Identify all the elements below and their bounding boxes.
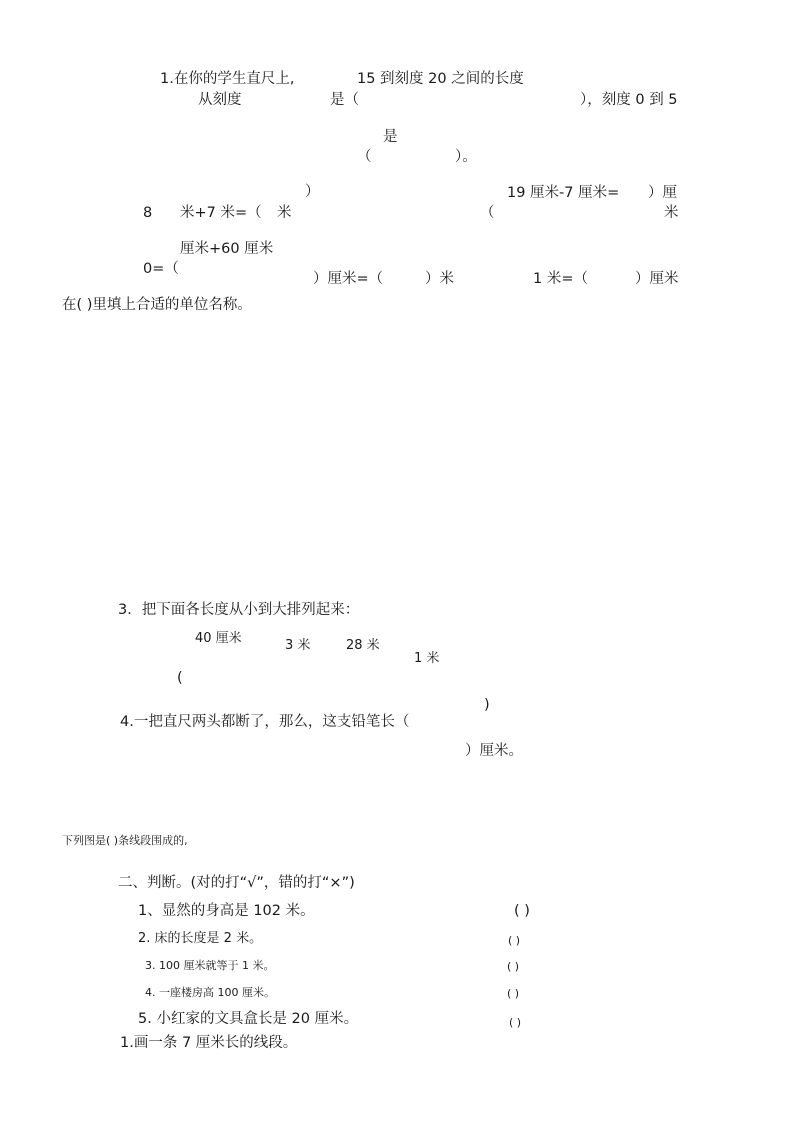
fill-num-8: 8 bbox=[143, 205, 153, 221]
judge-paren-5: ( ) bbox=[509, 1016, 522, 1029]
judge-item-2: 2. 床的长度是 2 米。 bbox=[138, 931, 263, 946]
fill-eq-19: 19 厘米-7 厘米= bbox=[507, 185, 620, 201]
fill-paren-close: ） bbox=[305, 184, 320, 200]
q3-item-3m: 3 米 bbox=[285, 638, 311, 653]
q1-line1-mid: 15 到刻度 20 之间的长度 bbox=[357, 71, 524, 87]
instruction-text: 在( )里填上合适的单位名称。 bbox=[62, 297, 252, 313]
judge-item-4: 4. 一座楼房高 100 厘米。 bbox=[145, 986, 275, 999]
q1-paren-open: （ bbox=[357, 149, 372, 165]
draw-instruction: 1.画一条 7 厘米长的线段。 bbox=[120, 1035, 298, 1051]
q1-line2-mid: 是（ bbox=[330, 92, 359, 108]
judge-item-5: 5. 小红家的文具盒长是 20 厘米。 bbox=[138, 1011, 359, 1027]
q1-paren-close: ）。 bbox=[455, 149, 477, 165]
judge-paren-1: ( ) bbox=[514, 903, 530, 919]
judge-item-1: 1、显然的身高是 102 米。 bbox=[138, 903, 315, 919]
q4-line1: 4.一把直尺两头都断了，那么，这支铅笔长（ bbox=[120, 714, 410, 730]
judge-title: 二、判断。(对的打“√”，错的打“×”) bbox=[118, 875, 355, 891]
fill-paren-mi: ）米 bbox=[425, 271, 454, 287]
segments-question: 下列图是( )条线段围成的, bbox=[62, 834, 188, 847]
q4-line2: ）厘米。 bbox=[465, 743, 523, 759]
fill-paren-open: （ bbox=[480, 205, 495, 221]
judge-paren-3: ( ) bbox=[507, 960, 520, 973]
q3-paren-open: ( bbox=[177, 670, 183, 686]
judge-paren-4: ( ) bbox=[507, 987, 520, 1000]
fill-eq-mi: 米+7 米=（ bbox=[180, 205, 262, 221]
fill-zero-eq: 0=（ bbox=[143, 261, 179, 277]
judge-item-3: 3. 100 厘米就等于 1 米。 bbox=[145, 959, 275, 972]
q1-line2-end: ），刻度 0 到 5 bbox=[580, 92, 678, 108]
fill-unit-li: ）厘 bbox=[648, 185, 677, 201]
q1-line3: 是 bbox=[383, 129, 398, 145]
q3-paren-close: ) bbox=[484, 697, 490, 713]
fill-eq-limi: ）厘米=（ bbox=[313, 271, 384, 287]
fill-eq-60: 厘米+60 厘米 bbox=[180, 241, 274, 257]
judge-paren-2: ( ) bbox=[508, 934, 521, 947]
q3-title: 3．把下面各长度从小到大排列起来： bbox=[118, 602, 360, 618]
q3-item-28m: 28 米 bbox=[346, 638, 380, 653]
q1-line1-start: 1.在你的学生直尺上, bbox=[160, 71, 295, 87]
fill-unit-limi-end: ）厘米 bbox=[635, 271, 679, 287]
fill-unit-mi-1: 米 bbox=[277, 205, 292, 221]
fill-eq-1m: 1 米=（ bbox=[533, 271, 588, 287]
q1-line2-start: 从刻度 bbox=[198, 92, 242, 108]
q3-item-40cm: 40 厘米 bbox=[195, 631, 242, 646]
fill-unit-mi-2: 米 bbox=[664, 205, 679, 221]
q3-item-1m: 1 米 bbox=[414, 651, 440, 666]
